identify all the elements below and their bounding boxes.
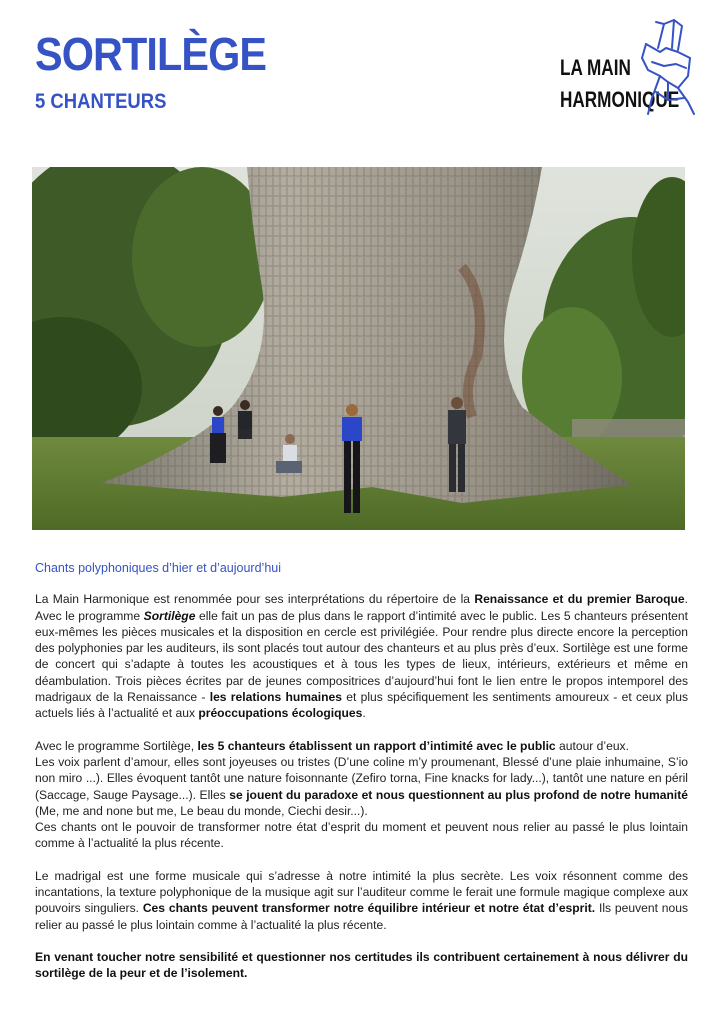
text-run: Le madrigal est une forme musicale qui s’adresse à notre intimité la plus secrète. Les voix résonnent comme des incantations, la texture polyphonique de la musique agit sur l’auditeur comme le ferait une formule magique complexe aux pouvoirs singuliers. xyxy=(35,868,688,916)
paragraph-1 xyxy=(35,591,688,721)
page-title: SORTILÈGE xyxy=(35,28,267,80)
text-run: Avec le programme Sortilège, xyxy=(35,738,198,753)
text-run: elle fait un pas de plus dans le rapport d’intimité avec le public. Les 5 chanteurs présentent eux-mêmes les pièces musicales et la disposition en cercle est privilégiée. Pour rendre plus directe encore la perception des polyphonies par les auditeurs, ils sont placés tout autour des chanteurs et au plus près d’eux. Sortilège est une forme de concert qui s’adapte à toutes les acoustiques et à tous les types de lieux, intérieurs, extérieurs et même en déambulation. Trois pièces écrites par de jeunes compositrices d’aujourd’hui font le lien entre le propos intemporel des madrigaux de la Renaissance - xyxy=(35,608,688,705)
text-run: Ils peuvent nous relier au passé le plus lointain comme à l’actualité la plus récente. xyxy=(35,901,688,932)
text-run: La Main Harmonique est renommée pour ses interprétations du répertoire de la xyxy=(35,592,475,607)
text-run: et plus spécifiquement les sentiments amoureux - et ceux plus actuels liés à l’actualité et aux xyxy=(35,690,688,721)
page-subtitle: 5 CHANTEURS xyxy=(35,90,167,113)
main-text xyxy=(35,560,688,982)
bold-run: En venant toucher notre sensibilité et questionner nos certitudes ils contribuent certainement à nous délivrer du sortilège de la peur et de l’isolement. xyxy=(35,949,688,981)
bold-run: les relations humaines xyxy=(209,690,342,705)
paragraph-4 xyxy=(35,949,688,982)
bold-run: préoccupations écologiques xyxy=(198,706,363,721)
hand-logo-icon xyxy=(638,18,696,118)
paragraph-3 xyxy=(35,868,688,933)
bold-run: Ces chants peuvent transformer notre équilibre intérieur et notre état d’esprit. xyxy=(142,901,596,916)
la-main-harmonique-logo xyxy=(556,18,696,118)
bold-run: se jouent du paradoxe et nous questionnent au plus profond de notre humanité xyxy=(229,787,688,802)
text-run: autour d’eux. xyxy=(555,738,629,753)
bold-run: les 5 chanteurs établissent un rapport d’intimité avec le public xyxy=(197,738,556,753)
text-run: . xyxy=(362,706,366,721)
bold-italic-run: Sortilège xyxy=(143,608,196,623)
text-run: Ces chants ont le pouvoir de transformer notre état d’esprit du moment et peuvent nous relier au passé le plus lointain comme à l’actualité la plus récente. xyxy=(35,820,688,851)
logo-text-line1: LA MAIN xyxy=(560,55,631,80)
logo-text-line2: HARMONIQUE xyxy=(560,87,680,112)
concert-photo xyxy=(32,167,685,530)
text-run: . Avec le programme xyxy=(35,592,688,623)
text-run: Les voix parlent d’amour, elles sont joyeuses ou tristes (D’une coline m’y proumenant, Blessé d’une plaie inhumaine, S’io non miro ...). Elles évoquent tantôt une nature foisonnante (Zefiro torna, Fine knacks for lady...), tantôt une nature en péril (Saccage, Sauge Paysage...). Elles xyxy=(35,754,688,802)
section-title: Chants polyphoniques d’hier et d’aujourd’hui xyxy=(35,561,282,575)
bold-run: Renaissance et du premier Baroque xyxy=(474,592,685,607)
text-run: (Me, me and none but me, Le beau du monde, Ciechi desir...). xyxy=(35,803,368,818)
paragraph-2 xyxy=(35,738,688,852)
